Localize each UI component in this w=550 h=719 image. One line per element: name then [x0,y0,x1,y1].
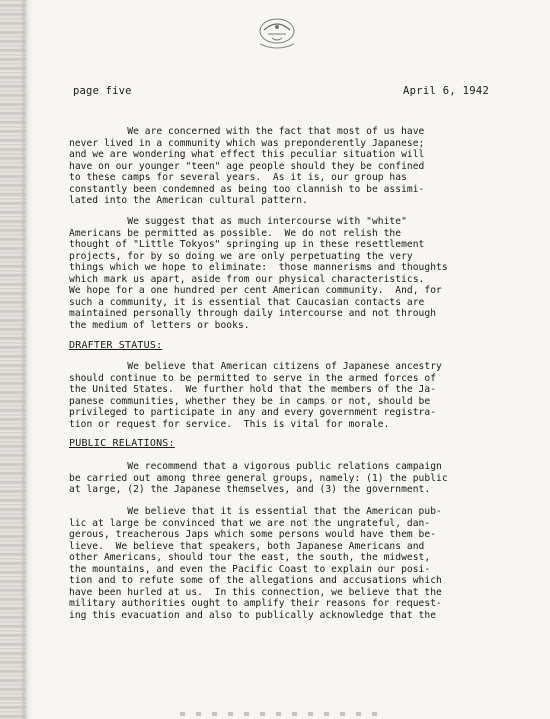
paragraph-community-concern: We are concerned with the fact that most of us have never lived in a community which was preponderently Japanese; and we are wondering what effect this peculiar situation will have on our younger "teen" age people should they be confined to these camps for several years. As it is, our group has constantly been condemned as being too clannish to be assimi- lated into the American cultural pattern. [69,126,425,206]
paragraph-public-relations-campaign: We recommend that a vigorous public relations campaign be carried out among three general groups, namely: (1) the public at large, (2) the Japanese themselves, and (3) the government. [69,461,448,495]
heading-drafter-status: DRAFTER STATUS: [69,340,163,351]
letterhead-seal-icon [254,14,300,52]
letter-date: April 6, 1942 [403,85,490,97]
paragraph-armed-forces: We believe that American citizens of Japanese ancestry should continue to be permitted to serve in the armed forces of the United States. We further hold that the members of the Ja- panese communities, whether they be in camps or not, should be privileged to participate in any and every government registra- tion or request for service. This is vital for morale. [69,361,442,430]
page-number-label: page five [73,85,132,97]
heading-public-relations: PUBLIC RELATIONS: [69,438,175,449]
scanned-page-edge-shadow [22,0,32,719]
paragraph-white-intercourse: We suggest that as much intercourse with "white" Americans be permitted as possible. We do not relish the thought of "Little Tokyos" springing up in these resettlement projects, for by so doing we are only perpetuating the very things which we hope to eliminate: those mannerisms and thoughts which mark us apart, aside from our physical characteristics. We hope for a one hundred per cent American community. And, for such a community, it is essential that Caucasian contacts are maintained personally through daily intercourse and not through the medium of letters or books. [69,216,448,331]
paragraph-public-conviction: We believe that it is essential that the American pub- lic at large be convinced that we are not the ungrateful, dan- gerous, treacherous Japs which some persons would have them be- lieve. We believe that speakers, both Japanese Americans and other Americans, should tour the east, the south, the midwest, the mountains, and even the Pacific Coast to explain our posi- tion and to refute some of the allegations and accusations which have been hurled at us. In this connection, we believe that the military authorities ought to amplify their reasons for request- ing this evacuation and also to publically acknowledge that the [69,506,442,621]
footer-smudge [180,712,380,716]
